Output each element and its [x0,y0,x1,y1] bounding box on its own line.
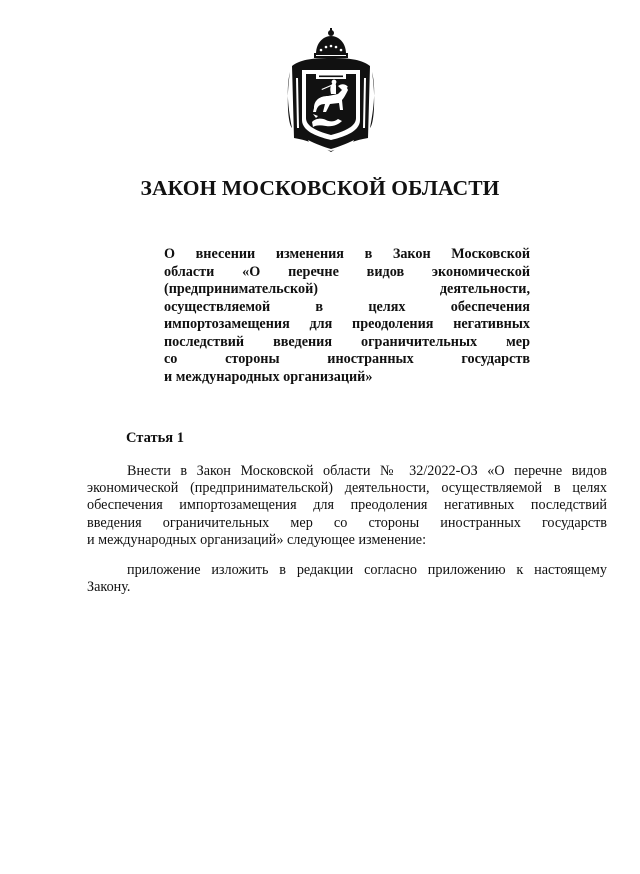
paragraph-line: введения ограничительных мер со стороны иностранных государств [87,514,607,531]
subject-line: импортозамещения для преодоления негативных [164,316,530,332]
paragraph-line: Внести в Закон Московской области № 32/2022-ОЗ «О перечне видов [127,463,607,479]
coat-of-arms-icon [286,28,376,154]
subject-line: (предпринимательской) деятельности, [164,281,530,297]
paragraph-line: экономической (предпринимательской) деятельности, осуществляемой в целях [87,480,607,497]
paragraph-line: и международных организаций» следующее изменение: [87,531,427,548]
law-subject [164,246,530,386]
subject-line: области «О перечне видов экономической [164,263,530,280]
article-paragraph [87,463,607,549]
subject-line: последствий введения ограничительных мер [164,333,530,350]
paragraph-line: Закону. [87,579,131,596]
document-title: ЗАКОН МОСКОВСКОЙ ОБЛАСТИ [140,176,500,200]
subject-line: осуществляемой в целях обеспечения [164,298,530,315]
subject-line: со стороны иностранных государств [164,351,530,367]
article-heading: Статья 1 [126,430,184,446]
subject-line: и международных организаций» [164,368,373,385]
paragraph-line: приложение изложить в редакции согласно приложению к настоящему [127,562,607,578]
amendment-paragraph [87,562,607,596]
paragraph-line: обеспечения импортозамещения для преодоления негативных последствий [87,497,607,514]
subject-line: О внесении изменения в Закон Московской [164,246,530,262]
